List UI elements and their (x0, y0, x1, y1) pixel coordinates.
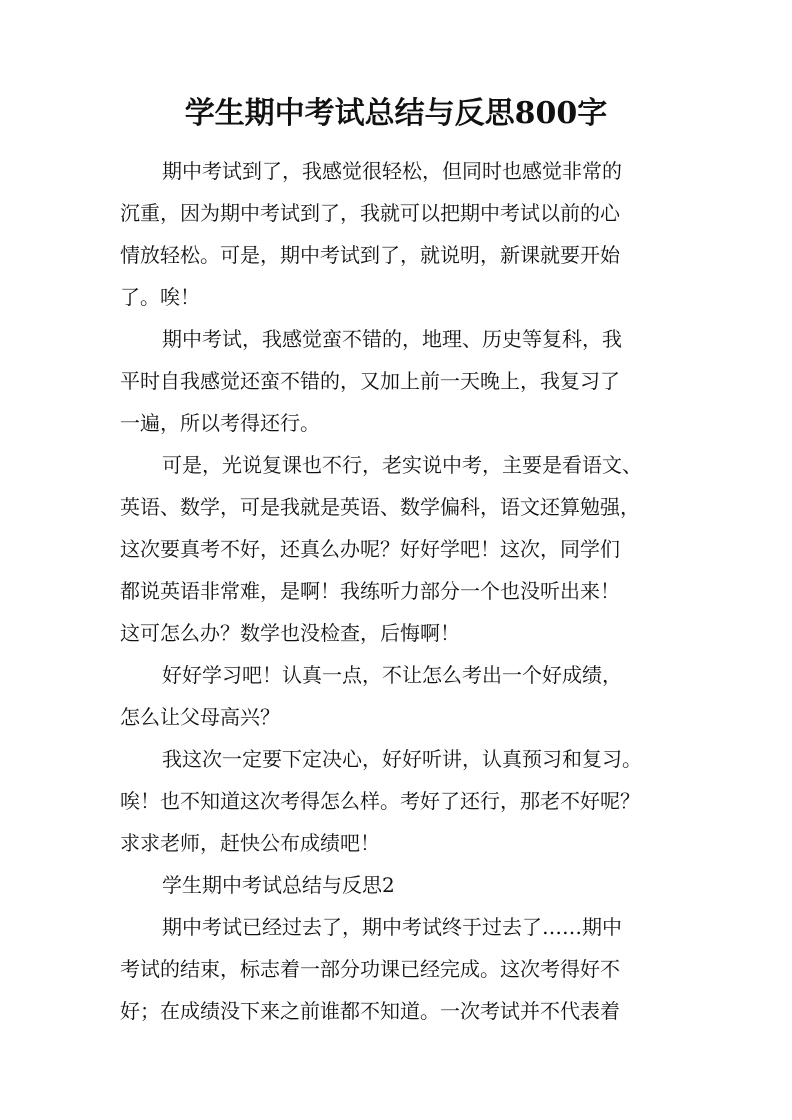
paragraph-line: 沉重，因为期中考试到了，我就可以把期中考试以前的心 (120, 201, 620, 225)
paragraph-line: 这次要真考不好，还真么办呢？好好学吧！这次，同学们 (120, 537, 620, 561)
paragraph-line: 好好学习吧！认真一点，不让怎么考出一个好成绩， (162, 663, 622, 687)
paragraph-line: 了。唉！ (120, 285, 200, 309)
paragraph-line: 考试的结束，标志着一部分功课已经完成。这次考得好不 (120, 957, 620, 981)
paragraph-6 (120, 906, 680, 1032)
paragraph-4 (120, 654, 680, 738)
section-heading-2 (120, 864, 680, 906)
paragraph-3 (120, 444, 680, 654)
paragraph-line: 这可怎么办？数学也没检查，后悔啊！ (120, 621, 460, 645)
document-body (120, 150, 680, 1032)
paragraph-line: 我这次一定要下定决心，好好听讲，认真预习和复习。 (162, 747, 642, 771)
paragraph-5 (120, 738, 680, 864)
paragraph-line: 平时自我感觉还蛮不错的，又加上前一天晚上，我复习了 (120, 369, 620, 393)
paragraph-line: 期中考试到了，我感觉很轻松，但同时也感觉非常的 (162, 159, 622, 183)
paragraph-line: 一遍，所以考得还行。 (120, 411, 320, 435)
paragraph-line: 求求老师，赶快公布成绩吧！ (120, 831, 380, 855)
paragraph-line: 好；在成绩没下来之前谁都不知道。一次考试并不代表着 (120, 999, 620, 1023)
paragraph-2 (120, 318, 680, 444)
paragraph-line: 期中考试已经过去了，期中考试终于过去了……期中 (162, 915, 622, 939)
section-heading-text: 学生期中考试总结与反思2 (162, 873, 395, 897)
paragraph-line: 都说英语非常难，是啊！我练听力部分一个也没听出来！ (120, 579, 620, 603)
paragraph-line: 唉！也不知道这次考得怎么样。考好了还行，那老不好呢？ (120, 789, 640, 813)
paragraph-line: 怎么让父母高兴？ (120, 705, 280, 729)
document-title: 学生期中考试总结与反思800字 (184, 96, 608, 131)
paragraph-line: 英语、数学，可是我就是英语、数学偏科，语文还算勉强， (120, 495, 640, 519)
paragraph-line: 期中考试，我感觉蛮不错的，地理、历史等复科，我 (162, 327, 622, 351)
paragraph-line: 可是，光说复课也不行，老实说中考，主要是看语文、 (162, 453, 642, 477)
paragraph-line: 情放轻松。可是，期中考试到了，就说明，新课就要开始 (120, 243, 620, 267)
paragraph-1 (120, 150, 680, 318)
